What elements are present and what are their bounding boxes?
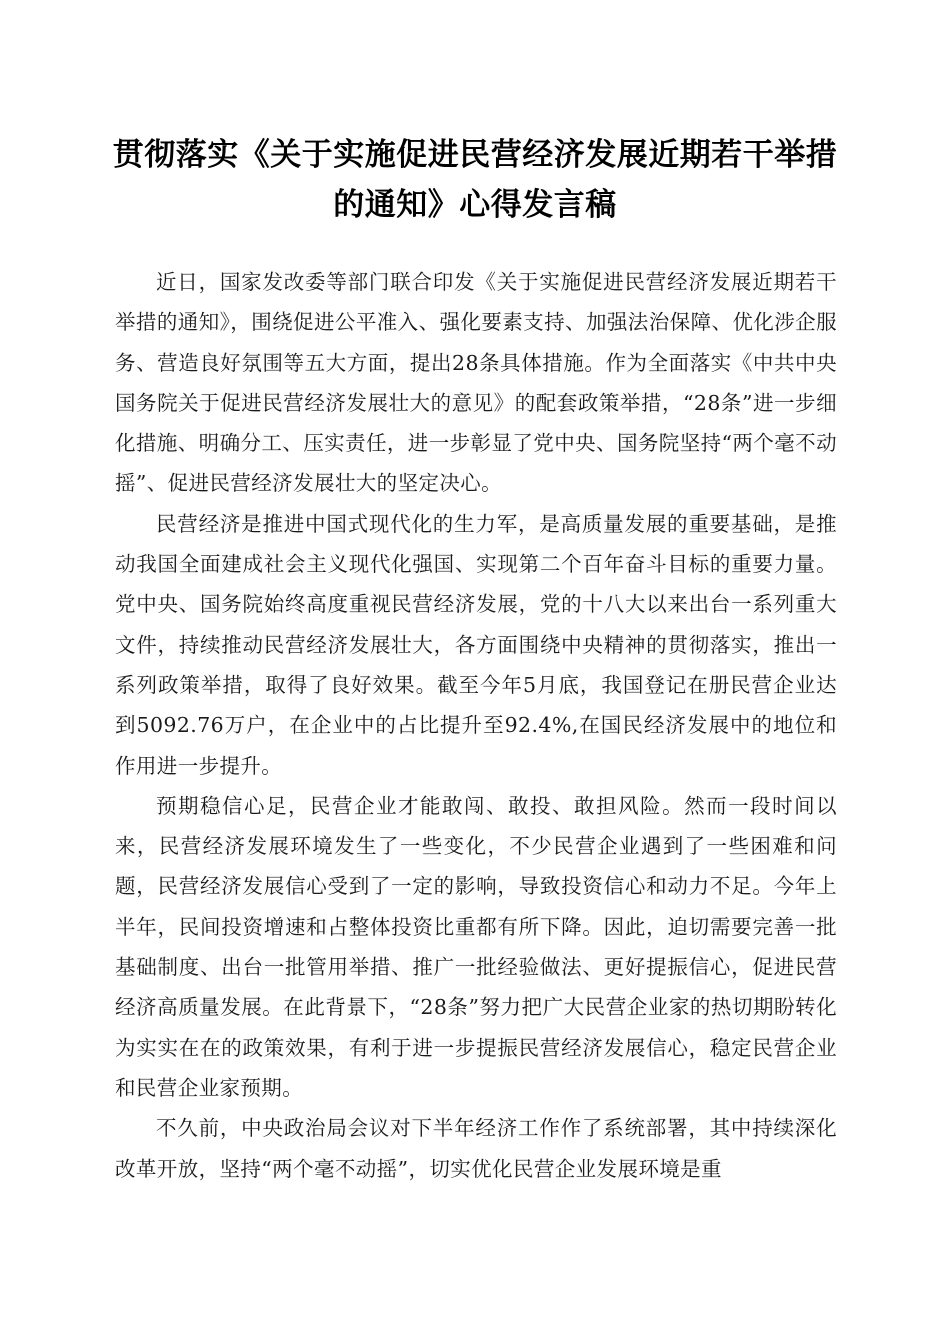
paragraph: 民营经济是推进中国式现代化的生力军，是高质量发展的重要基础，是推动我国全面建成社会主义现代化强国、实现第二个百年奋斗目标的重要力量。党中央、国务院始终高度重视民营经济发展，党的十八大以来出台一系列重大文件，持续推动民营经济发展壮大，各方面围绕中央精神的贯彻落实，推出一系列政策举措，取得了良好效果。截至今年5月底，我国登记在册民营企业达到5092.76万户，在企业中的占比提升至92.4%,在国民经济发展中的地位和作用进一步提升。: [115, 511, 837, 778]
paragraph: 近日，国家发改委等部门联合印发《关于实施促进民营经济发展近期若干举措的通知》，围绕促进公平准入、强化要素支持、加强法治保障、优化涉企服务、营造良好氛围等五大方面，提出28条具体措施。作为全面落实《中共中央国务院关于促进民营经济发展壮大的意见》的配套政策举措，“28条”进一步细化措施、明确分工、压实责任，进一步彰显了党中央、国务院坚持“两个毫不动摇”、促进民营经济发展壮大的坚定决心。: [115, 270, 837, 496]
paragraph: 预期稳信心足，民营企业才能敢闯、敢投、敢担风险。然而一段时间以来，民营经济发展环境发生了一些变化，不少民营企业遇到了一些困难和问题，民营经济发展信心受到了一定的影响，导致投资信心和动力不足。今年上半年，民间投资增速和占整体投资比重都有所下降。因此，迫切需要完善一批基础制度、出台一批管用举措、推广一批经验做法、更好提振信心，促进民营经济高质量发展。在此背景下，“28条”努力把广大民营企业家的热切期盼转化为实实在在的政策效果，有利于进一步提振民营经济发展信心，稳定民营企业和民营企业家预期。: [115, 793, 837, 1100]
document-title: 贯彻落实《关于实施促进民营经济发展近期若干举措的通知》心得发言稿: [112, 137, 838, 223]
document-body: [115, 262, 837, 1189]
paragraph: 不久前，中央政治局会议对下半年经济工作作了系统部署，其中持续深化改革开放，坚持“两个毫不动摇”，切实优化民营企业发展环境是重: [115, 1116, 837, 1181]
